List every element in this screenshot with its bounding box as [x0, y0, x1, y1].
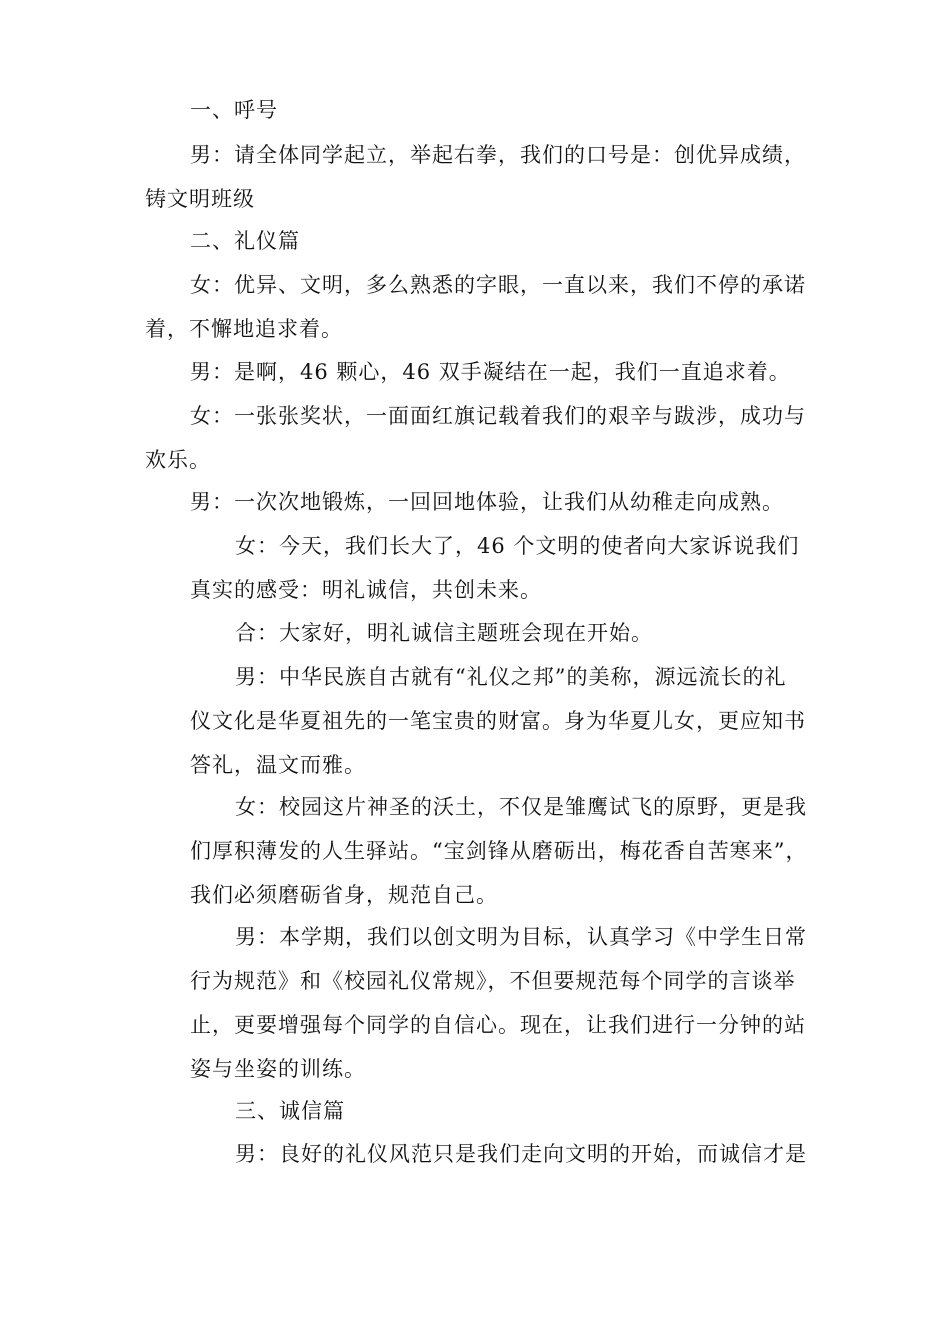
text-line: 三、诚信篇	[235, 1099, 345, 1123]
heading-slogan	[145, 88, 278, 132]
paragraph-female-3	[190, 524, 799, 612]
paragraph-female-4	[190, 785, 807, 917]
text-line: 女：一张张奖状，一面面红旗记载着我们的艰辛与跋涉，成功与	[190, 404, 806, 428]
paragraph-male-4	[190, 915, 807, 1091]
paragraph-slogan	[145, 133, 806, 221]
text-line: 答礼，温文而雅。	[190, 753, 366, 777]
text-line: 合：大家好，明礼诚信主题班会现在开始。	[235, 621, 653, 645]
text-line: 铸文明班级	[145, 187, 255, 211]
text-line: 男：良好的礼仪风范只是我们走向文明的开始，而诚信才是	[235, 1142, 807, 1166]
text-line: 一、呼号	[190, 98, 278, 122]
heading-etiquette	[145, 219, 300, 263]
paragraph-female-1	[145, 263, 806, 351]
text-line: 女：优异、文明，多么熟悉的字眼，一直以来，我们不停的承诺	[190, 273, 806, 297]
text-line: 二、礼仪篇	[190, 229, 300, 253]
text-line: 男：中华民族自古就有“礼仪之邦”的美称，源远流长的礼	[235, 665, 787, 689]
paragraph-female-2	[145, 394, 806, 482]
text-line: 仪文化是华夏祖先的一笔宝贵的财富。身为华夏儿女，更应知书	[190, 709, 806, 733]
text-line: 真实的感受：明礼诚信，共创未来。	[190, 578, 542, 602]
text-line: 我们必须磨砺省身，规范自己。	[190, 883, 498, 907]
text-line: 男：是啊，46 颗心，46 双手凝结在一起，我们一直追求着。	[190, 360, 791, 384]
text-line: 女：今天，我们长大了，46 个文明的使者向大家诉说我们	[235, 534, 800, 558]
paragraph-together	[190, 611, 653, 655]
text-line: 姿与坐姿的训练。	[190, 1057, 366, 1081]
text-line: 欢乐。	[145, 448, 211, 472]
text-line: 止，更要增强每个同学的自信心。现在，让我们进行一分钟的站	[190, 1013, 806, 1037]
text-line: 行为规范》和《校园礼仪常规》，不但要规范每个同学的言谈举	[190, 969, 796, 993]
text-line: 男：请全体同学起立，举起右拳，我们的口号是：创优异成绩，	[190, 143, 806, 167]
text-line: 男：本学期，我们以创文明为目标，认真学习《中学生日常	[235, 925, 807, 949]
text-line: 男：一次次地锻炼，一回回地体验，让我们从幼稚走向成熟。	[190, 490, 784, 514]
paragraph-male-2	[145, 480, 784, 524]
text-line: 着，不懈地追求着。	[145, 317, 343, 341]
text-line: 女：校园这片神圣的沃土，不仅是雏鹰试飞的原野，更是我	[235, 795, 807, 819]
text-line: 们厚积薄发的人生驿站。“宝剑锋从磨砺出，梅花香自苦寒来”，	[190, 839, 808, 863]
paragraph-male-1	[145, 350, 791, 394]
paragraph-male-5	[190, 1132, 807, 1176]
heading-integrity	[190, 1089, 345, 1133]
paragraph-male-3	[190, 655, 806, 787]
